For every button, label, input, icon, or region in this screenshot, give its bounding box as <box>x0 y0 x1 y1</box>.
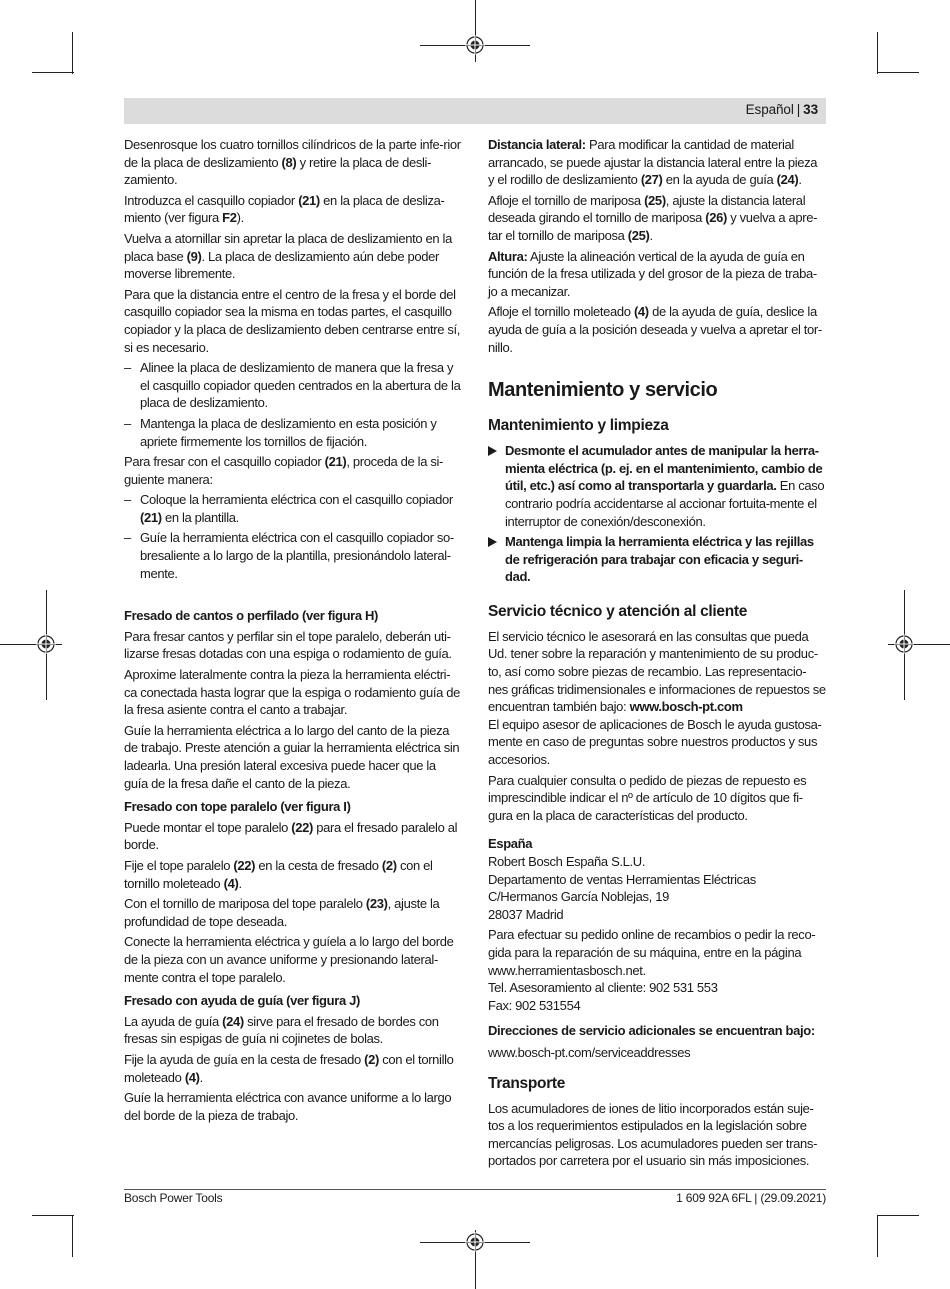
list-item: – Mantenga la placa de deslizamiento en esta posición y apriete firmemente los tornillos de fijación. <box>124 415 461 450</box>
paragraph: El equipo asesor de aplicaciones de Bosch le ayuda gustosa-mente en caso de preguntas sobre nuestros productos y sus accesorios. <box>488 716 822 768</box>
paragraph: Para fresar cantos y perfilar sin el tope paralelo, deberán uti-lizarse fresas dotadas con una espiga o rodamiento de guía. <box>124 628 452 662</box>
paragraph: Con el tornillo de mariposa del tope paralelo (23), ajuste la profundidad de tope deseada. <box>124 896 440 929</box>
paragraph: Guíe la herramienta eléctrica a lo largo del canto de la pieza de trabajo. Preste atención a guiar la herramienta eléctrica sin ladearla. Una presión lateral excesiva puede hacer que la guía de la fresa dañe el canto de la pieza. <box>124 722 460 791</box>
registration-mark-icon <box>465 1232 485 1252</box>
fax-line: Fax: 902 531554 <box>488 997 581 1013</box>
service-link[interactable]: www.bosch-pt.com <box>629 699 743 715</box>
paragraph: La ayuda de guía (24) sirve para el fresado de bordes con fresas sin espigas de guía ni cojinetes de bolas. <box>124 1013 439 1047</box>
registration-mark-icon <box>36 634 56 654</box>
section-subheading: Fresado con ayuda de guía (ver figura J) <box>124 993 360 1009</box>
paragraph: El servicio técnico le asesorará en las consultas que pueda Ud. tener sobre la reparación y mantenimiento de su produc-to, así como sobre piezas de recambio. Las representacio-nes gráficas tridimensionales e informaciones de repuestos se encuentran también bajo: www.bosch-pt.com <box>488 628 826 715</box>
left-column <box>124 136 461 1127</box>
header-label: Español | 33 <box>745 102 818 117</box>
list-item: – Guíe la herramienta eléctrica con el casquillo copiador so-bresaliente a lo largo de la plantilla, presionándolo lateral-mente. <box>124 529 461 582</box>
bullet-triangle-icon <box>488 446 497 456</box>
crop-mark <box>72 32 73 74</box>
paragraph: Los acumuladores de iones de litio incorporados están suje-tos a los requerimientos estipulados en la legislación sobre mercancías peligrosas. Los acumuladores pueden ser trans-portados por carretera por el usuario sin más imposiciones. <box>488 1100 818 1169</box>
warning-item: Desmonte el acumulador antes de manipular la herra-mienta eléctrica (p. ej. en el mantenimiento, cambio de útil, etc.) así como al transportarla y guardarla. En caso contrario podría accidentarse al accionar fortuita-mente el interruptor de conexión/desconexión. <box>488 442 826 530</box>
address-line: C/Hermanos García Noblejas, 19 <box>488 889 669 905</box>
paragraph: Afloje el tornillo moleteado (4) de la ayuda de guía, deslice la ayuda de guía a la posición deseada y vuelva a apretar el tor-nillo. <box>488 304 822 355</box>
address-line: 28037 Madrid <box>488 906 564 922</box>
footer-divider <box>124 1189 826 1190</box>
more-addresses-label: Direcciones de servicio adicionales se encuentran bajo: <box>488 1023 815 1039</box>
section-subheading: Fresado con tope paralelo (ver figura I) <box>124 799 351 815</box>
paragraph: Vuelva a atornillar sin apretar la placa de deslizamiento en la placa base (9). La placa de deslizamiento aún debe poder moverse libremente. <box>124 230 452 282</box>
registration-mark-icon <box>894 634 914 654</box>
crop-mark <box>877 72 919 73</box>
paragraph: Altura: Ajuste la alineación vertical de la ayuda de guía en función de la fresa utilizada y del grosor de la pieza de traba-jo a mecanizar. <box>488 248 817 299</box>
address-line: Robert Bosch España S.L.U. <box>488 854 646 869</box>
section-subheading: Mantenimiento y limpieza <box>488 417 669 435</box>
paragraph: Para efectuar su pedido online de recambios o pedir la reco-gida para la reparación de su máquina, entre en la página www.herramientasbosch.net. <box>488 927 816 978</box>
list-item: – Alinee la placa de deslizamiento de manera que la fresa y el casquillo copiador queden centrados en la abertura de la placa de deslizamiento. <box>124 359 461 412</box>
page-number: 33 <box>803 102 818 117</box>
page-header <box>124 98 826 124</box>
right-column <box>488 136 826 1173</box>
paragraph: Conecte la herramienta eléctrica y guíela a lo largo del borde de la pieza con un avance uniforme y presionando lateral-mente contra el tope paralelo. <box>124 934 454 985</box>
address-line: Departamento de ventas Herramientas Eléctricas <box>488 871 756 887</box>
list-item: – Coloque la herramienta eléctrica con el casquillo copiador (21) en la plantilla. <box>124 491 461 526</box>
footer-brand: Bosch Power Tools <box>124 1191 223 1205</box>
paragraph: Desenrosque los cuatro tornillos cilíndricos de la parte infe-rior de la placa de deslizamiento (8) y retire la placa de desli-zamiento. <box>124 137 461 188</box>
footer-doc-id: 1 609 92A 6FL | (29.09.2021) <box>676 1191 826 1205</box>
paragraph: Aproxime lateralmente contra la pieza la herramienta eléctri-ca conectada hasta lograr que la espiga o rodamiento guía de la fresa asiente contra el canto a trabajar. <box>124 667 461 718</box>
crop-mark <box>877 1215 919 1216</box>
crop-mark <box>72 1215 73 1257</box>
crop-mark <box>32 72 74 73</box>
service-addresses-link[interactable]: www.bosch-pt.com/serviceaddresses <box>488 1044 691 1060</box>
warning-item: Mantenga limpia la herramienta eléctrica y las rejillas de refrigeración para trabajar con eficacia y seguri-dad. <box>488 533 826 586</box>
section-heading: Mantenimiento y servicio <box>488 379 718 402</box>
section-title: Español <box>745 102 794 117</box>
crop-mark <box>877 32 878 74</box>
paragraph: Guíe la herramienta eléctrica con avance uniforme a lo largo del borde de la pieza de trabajo. <box>124 1090 452 1123</box>
section-subheading: Servicio técnico y atención al cliente <box>488 602 748 620</box>
section-subheading: Transporte <box>488 1074 566 1092</box>
crop-mark <box>32 1215 74 1216</box>
bullet-triangle-icon <box>488 537 497 547</box>
phone-line: Tel. Asesoramiento al cliente: 902 531 553 <box>488 980 718 996</box>
paragraph: Distancia lateral: Para modificar la cantidad de material arrancado, se puede ajustar la distancia lateral entre la pieza y el rodillo de deslizamiento (27) en la ayuda de guía (24). <box>488 137 818 188</box>
paragraph: Afloje el tornillo de mariposa (25), ajuste la distancia lateral deseada girando el tornillo de mariposa (26) y vuelva a apre-tar el tornillo de mariposa (25). <box>488 192 818 243</box>
paragraph: Introduzca el casquillo copiador (21) en la placa de desliza-miento (ver figura F2). <box>124 192 445 226</box>
registration-mark-icon <box>465 35 485 55</box>
paragraph: Fije el tope paralelo (22) en la cesta de fresado (2) con el tornillo moleteado (4). <box>124 857 433 891</box>
paragraph: Puede montar el tope paralelo (22) para el fresado paralelo al borde. <box>124 819 458 853</box>
paragraph: Para cualquier consulta o pedido de piezas de repuesto es imprescindible indicar el nº de artículo de 10 dígitos que fi-gura en la placa de características del producto. <box>488 772 807 823</box>
paragraph: Fije la ayuda de guía en la cesta de fresado (2) con el tornillo moleteado (4). <box>124 1051 454 1085</box>
country-label: España <box>488 836 533 852</box>
paragraph: Para que la distancia entre el centro de la fresa y el borde del casquillo copiador sea la misma en todas partes, el casquillo copiador y la placa de deslizamiento deben centrarse entre sí, si es necesario. <box>124 286 461 355</box>
paragraph: Para fresar con el casquillo copiador (21), proceda de la si-guiente manera: <box>124 454 444 487</box>
section-subheading: Fresado de cantos o perfilado (ver figura H) <box>124 608 379 624</box>
crop-mark <box>877 1215 878 1257</box>
